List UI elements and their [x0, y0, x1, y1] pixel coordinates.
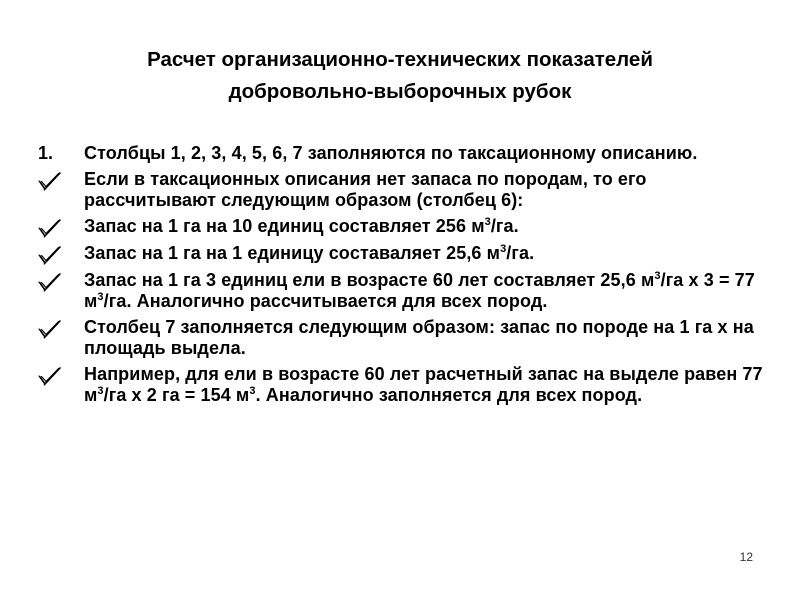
superscript: 3 — [484, 216, 491, 228]
list-item — [38, 364, 768, 406]
superscript: 3 — [249, 385, 256, 397]
text-run: /га. Аналогично рассчитывается для всех пород. — [103, 291, 548, 311]
page-number: 12 — [739, 550, 753, 564]
superscript: 3 — [97, 291, 104, 303]
title-line-1: Расчет организационно-технических показателей — [147, 48, 653, 71]
text-run: /га. — [506, 243, 535, 263]
item-text — [84, 216, 764, 237]
item-text — [84, 364, 764, 406]
slide-title — [40, 44, 760, 108]
text-run: Например, для ели в возрасте 60 лет расчетный запас на выделе равен 77 м — [84, 364, 763, 405]
check-icon — [38, 216, 84, 238]
text-run: Запас на 1 га на 1 единицу соcтаваляет 25,6 м — [84, 243, 501, 263]
item-number: 1. — [38, 143, 54, 163]
list-item — [38, 169, 768, 211]
check-icon — [38, 169, 84, 191]
text-run: /га х 2 га = 154 м — [103, 385, 250, 405]
check-icon — [38, 317, 84, 339]
text-run: Столбцы 1, 2, 3, 4, 5, 6, 7 заполняются по таксационному описанию. — [84, 143, 698, 163]
superscript: 3 — [654, 270, 661, 282]
list-item — [38, 143, 768, 164]
check-icon — [38, 364, 84, 386]
text-run: Если в таксационных описания нет запаса по породам, то его рассчитывают следующим образом (столбец 6): — [84, 169, 647, 210]
item-text — [84, 169, 764, 211]
item-text — [84, 317, 764, 359]
item-text — [84, 143, 764, 164]
bullet-list — [38, 143, 768, 411]
text-run: . Аналогично заполняется для всех пород. — [255, 385, 643, 405]
list-item — [38, 270, 768, 312]
list-item — [38, 216, 768, 238]
item-text — [84, 243, 764, 264]
text-run: Запас на 1 га на 10 единиц составляет 256 м — [84, 216, 485, 236]
superscript: 3 — [500, 243, 507, 255]
title-line-2: добровольно-выборочных рубок — [228, 80, 572, 103]
text-run: Запас на 1 га 3 единиц ели в возрасте 60 лет составляет 25,6 м — [84, 270, 655, 290]
item-text — [84, 270, 764, 312]
superscript: 3 — [97, 385, 104, 397]
text-run: /га х 3 = 77 м — [84, 270, 755, 311]
list-item — [38, 243, 768, 265]
text-run: /га. — [490, 216, 519, 236]
check-icon — [38, 270, 84, 292]
text-run: Столбец 7 заполняется следующим образом: запас по породе на 1 га х на площадь выдела. — [84, 317, 754, 358]
list-item — [38, 317, 768, 359]
check-icon — [38, 243, 84, 265]
